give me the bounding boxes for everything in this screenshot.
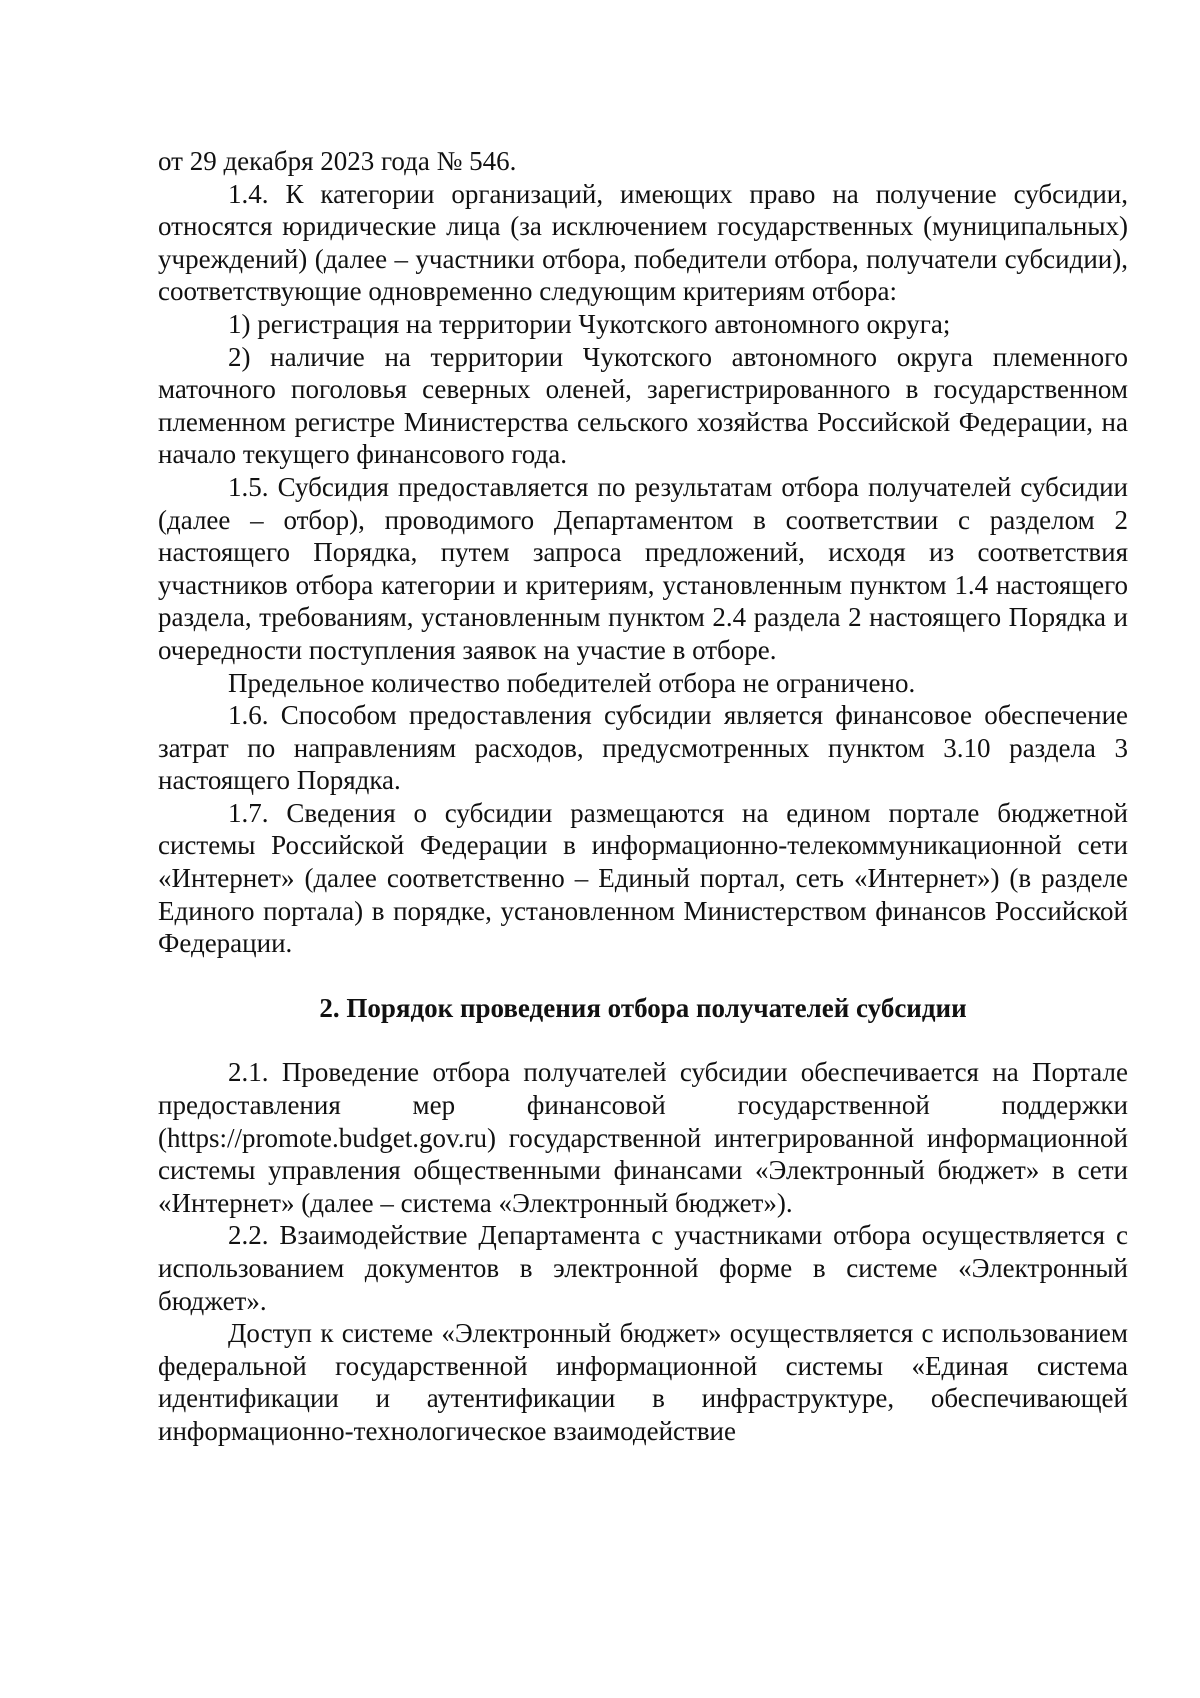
spacer xyxy=(158,960,1128,992)
paragraph-2-2: 2.2. Взаимодействие Департамента с участниками отбора осуществляется с использованием документов в электронной форме в системе «Электронный бюджет». xyxy=(158,1220,1128,1316)
paragraph-access: Доступ к системе «Электронный бюджет» осуществляется с использованием федеральной государственной информационной системы «Единая система идентификации и аутентификации в инфраструктуре, обеспечивающей информационно-технологическое взаимодействие xyxy=(158,1318,1128,1446)
paragraph-1-6: 1.6. Способом предоставления субсидии является финансовое обеспечение затрат по направлениям расходов, предусмотренных пунктом 3.10 раздела 3 настоящего Порядка. xyxy=(158,700,1128,796)
spacer xyxy=(158,1024,1128,1056)
paragraph-2-1: 2.1. Проведение отбора получателей субсидии обеспечивается на Портале предоставления мер финансовой государственной поддержки (https://promote.budget.gov.ru) государственной интегрированной информационной системы управления общественными финансами «Электронный бюджет» в сети «Интернет» (далее – система «Электронный бюджет»). xyxy=(158,1057,1128,1218)
paragraph-1-4: 1.4. К категории организаций, имеющих право на получение субсидии, относятся юридические лица (за исключением государственных (муниципальных) учреждений) (далее – участники отбора, победители отбора, получатели субсидии), соответствующие одновременно следующим критериям отбора: xyxy=(158,178,1128,307)
paragraph-winners-limit: Предельное количество победителей отбора не ограничено. xyxy=(228,667,916,698)
paragraph-1-5: 1.5. Субсидия предоставляется по результатам отбора получателей субсидии (далее – отбор), проводимого Департаментом в соответствии с разделом 2 настоящего Порядка, путем запроса предложений, исходя из соответствия участников отбора категории и критериям, установленным пунктом 1.4 настоящего раздела, требованиям, установленным пунктом 2.4 раздела 2 настоящего Порядка и очередности поступления заявок на участие в отборе. xyxy=(158,471,1128,665)
document-page xyxy=(158,145,1128,1448)
section-heading: 2. Порядок проведения отбора получателей субсидии xyxy=(319,992,967,1023)
paragraph-criterion-2: 2) наличие на территории Чукотского автономного округа племенного маточного поголовья северных оленей, зарегистрированного в государственном племенном регистре Министерства сельского хозяйства Российской Федерации, на начало текущего финансового года. xyxy=(158,341,1128,470)
paragraph-decree-date: от 29 декабря 2023 года № 546. xyxy=(158,146,517,176)
paragraph-criterion-1: 1) регистрация на территории Чукотского автономного округа; xyxy=(228,308,951,339)
paragraph-1-7: 1.7. Сведения о субсидии размещаются на едином портале бюджетной системы Российской Федерации в информационно-телекоммуникационной сети «Интернет» (далее соответственно – Единый портал, сеть «Интернет») (в разделе Единого портала) в порядке, установленном Министерством финансов Российской Федерации. xyxy=(158,797,1128,959)
